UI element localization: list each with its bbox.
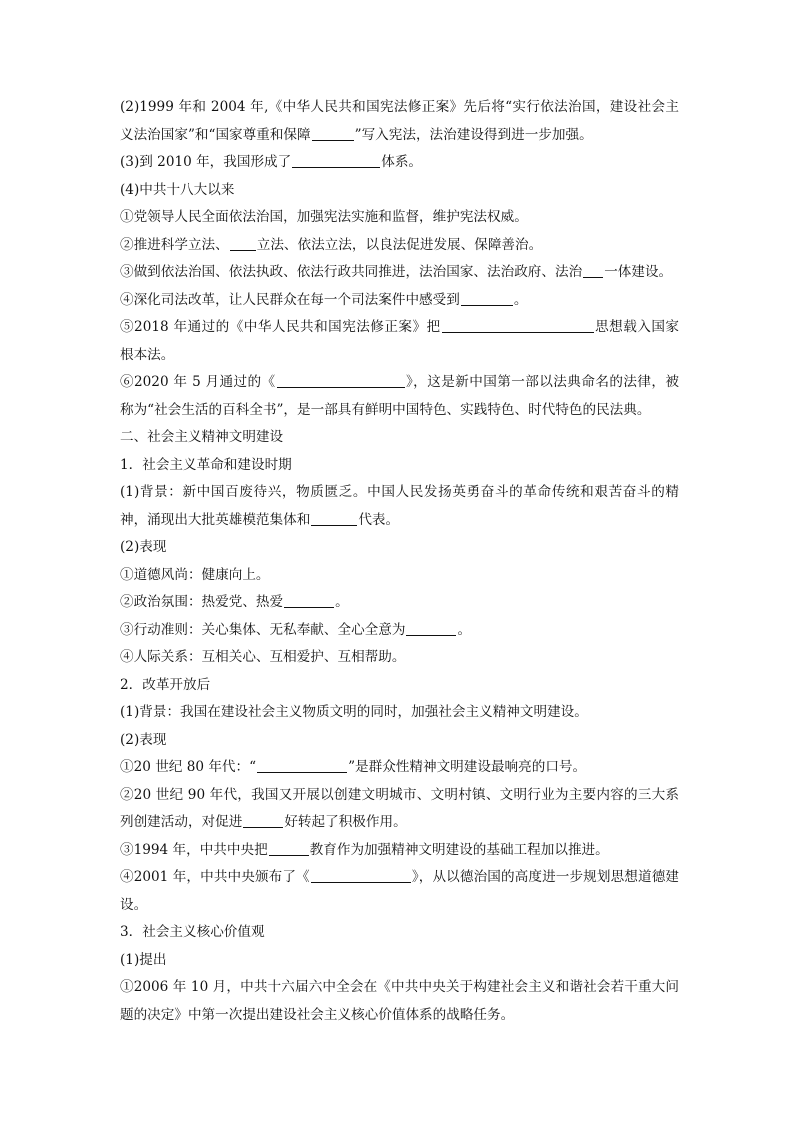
text-line-l04 xyxy=(120,204,679,232)
text-segment: 》，从以德治国的高度进一步规划思想道德建设。 xyxy=(120,869,679,913)
text-line-l11 xyxy=(120,452,679,480)
text-segment: 2．改革开放后 xyxy=(120,676,211,693)
text-line-l05 xyxy=(120,232,679,260)
fill-in-blank xyxy=(284,593,334,608)
text-segment: (2)1999 年和 2004 年,《中华人民共和国宪法修正案》先后将“实行依法治国，建设社会主义法治国家”和“国家尊重和保障 xyxy=(120,99,679,143)
text-line-l17 xyxy=(120,644,679,672)
text-segment: 》，这是新中国第一部以法典命名的法律，被称为“社会生活的百科全书”，是一部具有鲜明中国特色、实践特色、时代特色的民法典。 xyxy=(120,374,679,418)
text-segment: ④人际关系：互相关心、互相爱护、互相帮助。 xyxy=(120,649,406,665)
text-line-l24 xyxy=(120,864,679,919)
text-line-l09 xyxy=(120,369,679,424)
text-segment: ③做到依法治国、依法执政、依法行政共同推进，法治国家、法治政府、法治 xyxy=(120,264,583,280)
text-segment: ②政治氛围：热爱党、热爱 xyxy=(120,594,284,610)
text-line-l07 xyxy=(120,287,679,315)
text-line-l27 xyxy=(120,974,679,1029)
fill-in-blank xyxy=(243,813,283,828)
text-line-l20 xyxy=(120,727,679,755)
text-segment: 体系。 xyxy=(381,154,423,170)
text-line-l01 xyxy=(120,94,679,149)
text-line-l18 xyxy=(120,672,679,700)
text-line-l03 xyxy=(120,177,679,205)
text-segment: (3)到 2010 年，我国形成了 xyxy=(120,154,292,170)
text-segment: 二、社会主义精神文明建设 xyxy=(120,429,284,445)
text-segment: ②20 世纪 90 年代，我国又开展以创建文明城市、文明村镇、文明行业为主要内容的三大系列创建活动，对促进 xyxy=(120,786,679,830)
fill-in-blank xyxy=(312,126,354,141)
text-segment: 。 xyxy=(335,594,349,610)
text-line-l06 xyxy=(120,259,679,287)
text-segment: ”是群众性精神文明建设最响亮的口号。 xyxy=(348,759,587,775)
fill-in-blank xyxy=(311,511,357,526)
text-segment: 1．社会主义革命和建设时期 xyxy=(120,456,292,473)
fill-in-blank xyxy=(406,621,456,636)
text-segment: ①道德风尚：健康向上。 xyxy=(120,566,270,583)
text-line-l10 xyxy=(120,424,679,452)
text-segment: ④深化司法改革，让人民群众在每一个司法案件中感受到 xyxy=(120,291,460,308)
text-line-l15 xyxy=(120,589,679,617)
fill-in-blank xyxy=(442,318,594,333)
text-segment: (1)背景：我国在建设社会主义物质文明的同时，加强社会主义精神文明建设。 xyxy=(120,704,588,720)
fill-in-blank xyxy=(583,263,603,278)
text-line-l21 xyxy=(120,754,679,782)
text-line-l25 xyxy=(120,919,679,947)
text-segment: ③行动准则：关心集体、无私奉献、全心全意为 xyxy=(120,621,406,638)
text-line-l08 xyxy=(120,314,679,369)
text-line-l26 xyxy=(120,947,679,975)
fill-in-blank xyxy=(277,373,405,388)
text-segment: ”写入宪法，法治建设得到进一步加强。 xyxy=(354,126,593,143)
text-segment: (4)中共十八大以来 xyxy=(120,181,235,198)
text-segment: (1)提出 xyxy=(120,951,167,968)
text-segment: ①党领导人民全面依法治国，加强宪法实施和监督，维护宪法权威。 xyxy=(120,209,528,225)
text-segment: 3．社会主义核心价值观 xyxy=(120,924,265,940)
text-segment: 。 xyxy=(513,291,528,308)
text-segment: ①20 世纪 80 年代：“ xyxy=(120,759,257,775)
text-segment: ④2001 年，中共中央颁布了《 xyxy=(120,869,310,885)
text-segment: 代表。 xyxy=(358,511,400,528)
text-segment: 一体建设。 xyxy=(604,264,673,280)
text-segment: ②推进科学立法、 xyxy=(120,236,229,253)
text-line-l22 xyxy=(120,782,679,837)
text-segment: ①2006 年 10 月，中共十六届六中全会在《中共中央关于构建社会主义和谐社会若干重大问题的决定》中第一次提出建设社会主义核心价值体系的战略任务。 xyxy=(120,979,679,1023)
text-line-l14 xyxy=(120,562,679,590)
text-line-l12 xyxy=(120,479,679,534)
text-line-l19 xyxy=(120,699,679,727)
text-segment: 好转起了积极作用。 xyxy=(284,814,407,830)
text-segment: (1)背景：新中国百废待兴，物质匮乏。中国人民发扬英勇奋斗的革命传统和艰苦奋斗的精神，涌现出大批英雄模范集体和 xyxy=(120,484,679,528)
text-segment: ⑤2018 年通过的《中华人民共和国宪法修正案》把 xyxy=(120,319,441,335)
text-line-l02 xyxy=(120,149,679,177)
fill-in-blank xyxy=(257,758,347,773)
fill-in-blank xyxy=(292,153,380,168)
fill-in-blank xyxy=(269,841,309,856)
text-segment: ⑥2020 年 5 月通过的《 xyxy=(120,374,276,390)
fill-in-blank xyxy=(311,868,411,883)
text-segment: 思想载入国家根本法。 xyxy=(120,319,679,363)
text-segment: 教育作为加强精神文明建设的基础工程加以推进。 xyxy=(309,841,609,858)
text-line-l13 xyxy=(120,534,679,562)
text-segment: 。 xyxy=(457,621,472,638)
text-line-l16 xyxy=(120,617,679,645)
text-segment: (2)表现 xyxy=(120,539,167,555)
text-segment: ③1994 年，中共中央把 xyxy=(120,841,268,858)
fill-in-blank xyxy=(230,236,256,251)
text-line-l23 xyxy=(120,837,679,865)
fill-in-blank xyxy=(461,291,513,306)
text-segment: 立法、依法立法，以良法促进发展、保障善治。 xyxy=(256,236,543,253)
text-segment: (2)表现 xyxy=(120,731,167,748)
